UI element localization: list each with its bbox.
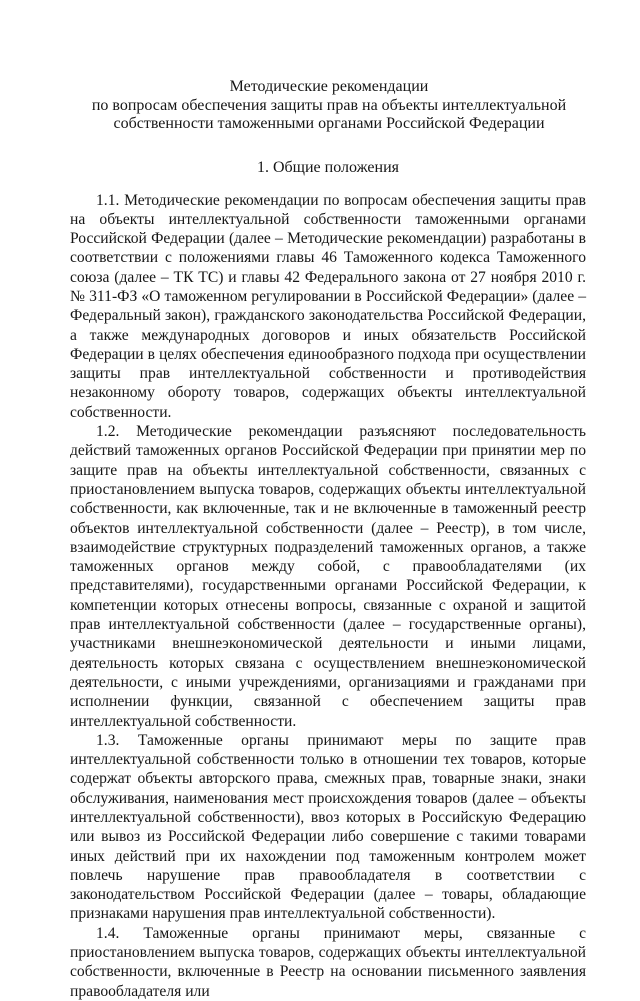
document-title xyxy=(76,78,582,134)
paragraph-1-1: 1.1. Методические рекомендации по вопросам обеспечения защиты прав на объекты интеллектуальной собственности таможенными органами Российской Федерации (далее – Методические рекомендации) разработаны в соответствии с положениями главы 46 Таможенного кодекса Таможенного союза (далее – ТК ТС) и главы 42 Федерального закона от 27 ноября 2010 г. № 311-ФЗ «О таможенном регулировании в Российской Федерации» (далее – Федеральный закон), гражданского законодательства Российской Федерации, а также международных договоров и иных обязательств Российской Федерации в целях обеспечения единообразного подхода при осуществлении защиты прав интеллектуальной собственности и противодействия незаконному обороту товаров, содержащих объекты интеллектуальной собственности. xyxy=(70,191,586,421)
paragraph-1-2: 1.2. Методические рекомендации разъясняют последовательность действий таможенных органов Российской Федерации при принятии мер по защите прав на объекты интеллектуальной собственности, связанных с приостановлением выпуска товаров, содержащих объекты интеллектуальной собственности, как включенные, так и не включенные в таможенный реестр объектов интеллектуальной собственности (далее – Реестр), в том числе, взаимодействие структурных подразделений таможенных органов, а также таможенных органов между собой, с правообладателями (их представителями), государственными органами Российской Федерации, к компетенции которых отнесены вопросы, связанные с охраной и защитой прав интеллектуальной собственности (далее – государственные органы), участниками внешнеэкономической деятельности и иными лицами, деятельность которых связана с осуществлением внешнеэкономической деятельности, с иными учреждениями, организациями и гражданами при исполнении функции, связанной с обеспечением защиты прав интеллектуальной собственности. xyxy=(70,423,586,730)
title-line-2: по вопросам обеспечения защиты прав на объекты интеллектуальной xyxy=(91,96,567,114)
title-line-3: собственности таможенными органами Российской Федерации xyxy=(113,115,545,132)
title-line-1: Методические рекомендации xyxy=(229,78,429,95)
paragraph-1-4: 1.4. Таможенные органы принимают меры, связанные с приостановлением выпуска товаров, содержащих объекты интеллектуальной собственности, включенные в Реестр на основании письменного заявления правообладателя или xyxy=(70,924,586,1000)
section-heading: 1. Общие положения xyxy=(256,158,400,176)
paragraph-1-3: 1.3. Таможенные органы принимают меры по защите прав интеллектуальной собственности только в отношении тех товаров, которые содержат объекты авторского права, смежных прав, товарные знаки, знаки обслуживания, наименования мест происхождения товаров (далее – объекты интеллектуальной собственности), ввоз которых в Российскую Федерацию или вывоз из Российской Федерации либо совершение с такими товарами иных действий при их нахождении под таможенным контролем может повлечь нарушение прав правообладателя в соответствии с законодательством Российской Федерации (далее – товары, обладающие признаками нарушения прав интеллектуальной собственности). xyxy=(70,731,586,923)
